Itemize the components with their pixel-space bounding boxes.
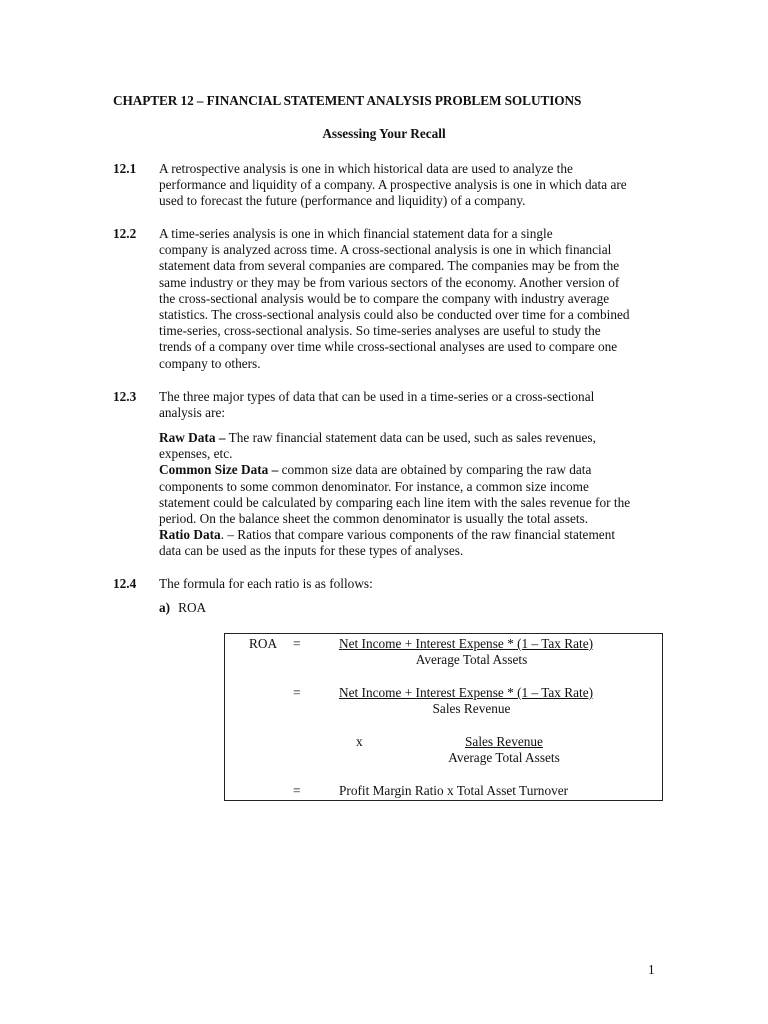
common-size-line xyxy=(159,462,659,478)
raw-data-term: Raw Data – xyxy=(159,430,226,445)
equals-sign: = xyxy=(293,685,301,700)
formula-denominator: Average Total Assets xyxy=(448,750,560,765)
text-line: analysis are: xyxy=(159,405,226,421)
answer-12-3-intro xyxy=(159,389,659,421)
text-line: same industry or they may be from various sectors of the economy. Another version of xyxy=(159,274,620,290)
multiply-sign: x xyxy=(356,734,363,749)
chapter-title: CHAPTER 12 – FINANCIAL STATEMENT ANALYSIS PROBLEM SOLUTIONS xyxy=(113,93,582,108)
question-number: 12.1 xyxy=(113,161,137,176)
question-number: 12.2 xyxy=(113,226,137,241)
text-line: period. On the balance sheet the common denominator is usually the total assets. xyxy=(159,511,589,527)
formula-result: Profit Margin Ratio x Total Asset Turnover xyxy=(339,783,569,798)
text-line: company to others. xyxy=(159,355,261,371)
question-number: 12.3 xyxy=(113,389,137,404)
equals-sign: = xyxy=(293,636,301,651)
answer-12-2 xyxy=(159,226,659,372)
text-line: statistics. The cross-sectional analysis could also be conducted over time for a combined xyxy=(159,307,630,323)
text-line: expenses, etc. xyxy=(159,446,233,462)
formula-numerator: Net Income + Interest Expense * (1 – Tax Rate) xyxy=(339,685,594,700)
answer-12-3-types xyxy=(159,430,659,560)
sub-question-letter: a) xyxy=(159,600,171,615)
roa-formula-box xyxy=(224,633,663,801)
text-line: used to forecast the future (performance and liquidity) of a company. xyxy=(159,193,526,209)
ratio-data-term: Ratio Data xyxy=(159,527,221,543)
common-size-text: common size data are obtained by comparing the raw data xyxy=(278,462,592,478)
text-line: time-series, cross-sectional analysis. So time-series analyses are useful to study the xyxy=(159,323,601,339)
formula-numerator: Net Income + Interest Expense * (1 – Tax Rate) xyxy=(339,636,594,651)
ratio-data-line xyxy=(159,527,659,543)
sub-question-title: ROA xyxy=(178,600,207,615)
raw-data-line xyxy=(159,430,659,446)
text-line: statement could be calculated by comparing each line item with the sales revenue for the xyxy=(159,494,631,510)
text-line: A retrospective analysis is one in which historical data are used to analyze the xyxy=(159,161,573,176)
section-title: Assessing Your Recall xyxy=(322,126,446,141)
text-line: A time-series analysis is one in which financial statement data for a single xyxy=(159,226,553,241)
text-line: the cross-sectional analysis would be to compare the company with industry average xyxy=(159,290,610,306)
text-line: components to some common denominator. For instance, a common size income xyxy=(159,478,589,494)
text-line: data can be used as the inputs for these types of analyses. xyxy=(159,543,464,559)
common-size-term: Common Size Data – xyxy=(159,462,279,478)
sub-question-a xyxy=(159,600,206,616)
question-number: 12.4 xyxy=(113,576,137,591)
formula-label: ROA xyxy=(249,636,278,651)
formula-numerator: Sales Revenue xyxy=(465,734,543,749)
text-line: statement data from several companies are compared. The companies may be from the xyxy=(159,258,620,274)
page-number: 1 xyxy=(648,962,655,977)
text-line: company is analyzed across time. A cross-sectional analysis is one in which financial xyxy=(159,242,612,258)
ratio-data-text: . – Ratios that compare various components of the raw financial statement xyxy=(220,527,616,543)
answer-12-1 xyxy=(159,161,659,210)
answer-12-4-intro xyxy=(159,576,659,592)
text-line: trends of a company over time while cross-sectional analyses are used to compare one xyxy=(159,339,618,355)
formula-denominator: Sales Revenue xyxy=(432,701,511,716)
text-line: The three major types of data that can be used in a time-series or a cross-sectional xyxy=(159,389,595,404)
raw-data-text: The raw financial statement data can be used, such as sales revenues, xyxy=(225,430,596,445)
text-line: performance and liquidity of a company. A prospective analysis is one in which data are xyxy=(159,177,627,193)
equals-sign: = xyxy=(293,783,301,798)
text-line: The formula for each ratio is as follows: xyxy=(159,576,373,591)
formula-denominator: Average Total Assets xyxy=(415,652,528,667)
